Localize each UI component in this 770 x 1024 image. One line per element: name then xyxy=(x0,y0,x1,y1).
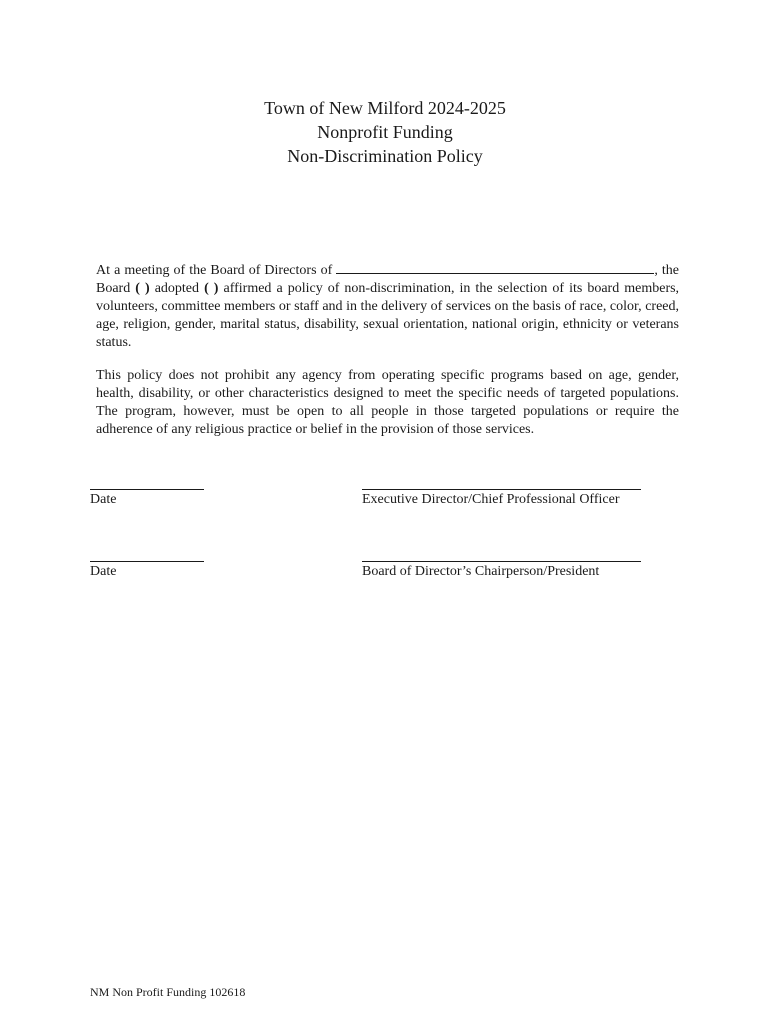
board-text: the Board xyxy=(96,263,680,296)
title-line-2: Nonprofit Funding xyxy=(317,122,453,142)
executive-director-label: Executive Director/Chief Professional Officer xyxy=(362,492,620,507)
adopted-text: adopted xyxy=(154,281,200,296)
date-signature-line-1[interactable] xyxy=(90,489,204,490)
date-label-1: Date xyxy=(90,492,117,507)
chairperson-signature-line[interactable] xyxy=(362,561,641,562)
intro-text: At a meeting of the Board of Directors of xyxy=(96,263,333,278)
adopted-checkbox[interactable]: ( ) xyxy=(135,281,150,296)
date-label-2: Date xyxy=(90,564,117,579)
executive-signature-line[interactable] xyxy=(362,489,641,490)
footer-text: NM Non Profit Funding 102618 xyxy=(90,985,246,999)
affirmed-checkbox[interactable]: ( ) xyxy=(204,281,219,296)
title-line-1: Town of New Milford 2024-2025 xyxy=(264,98,506,118)
intro-comma: , xyxy=(654,263,658,278)
document-title xyxy=(0,96,770,168)
organization-name-blank[interactable] xyxy=(336,260,654,274)
date-signature-line-2[interactable] xyxy=(90,561,204,562)
policy-text: affirmed a policy of non-discrimination, in the selection of its board members, volunteers, committee members or staff and in the delivery of services on the basis of race, color, creed, age, religion, gender, marital status, disability, sexual orientation, national origin, ethnicity or veterans status. xyxy=(96,281,680,350)
chairperson-label: Board of Director’s Chairperson/President xyxy=(362,564,600,579)
policy-paragraph-2: This policy does not prohibit any agency from operating specific programs based on age, gender, health, disability, or other characteristics designed to meet the specific needs of targeted populations. The program, however, must be open to all people in those targeted populations or require the adherence of any religious practice or belief in the provision of those services. xyxy=(96,368,679,437)
title-line-3: Non-Discrimination Policy xyxy=(287,146,483,166)
policy-paragraph-1 xyxy=(96,260,679,352)
